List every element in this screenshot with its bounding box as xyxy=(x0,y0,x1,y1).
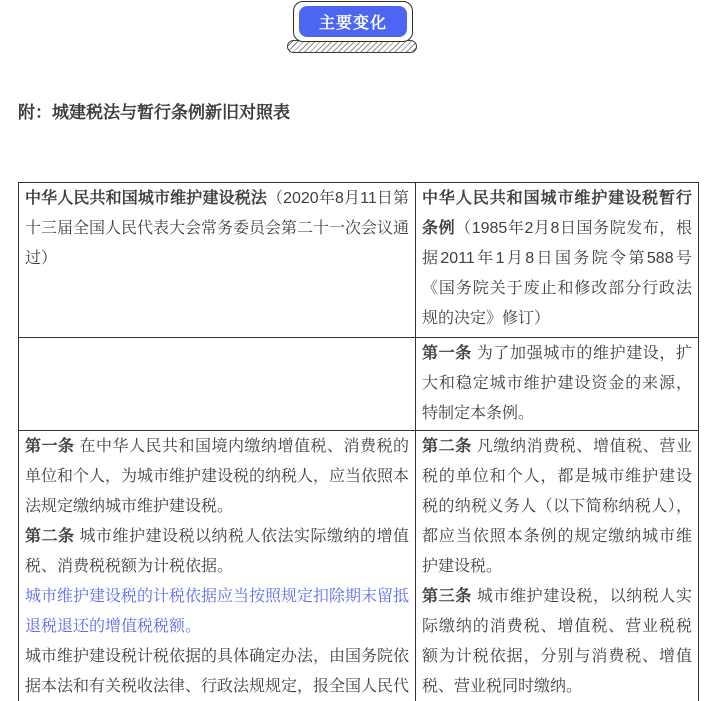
empty-cell xyxy=(19,338,416,431)
paragraph xyxy=(25,184,409,274)
paragraph xyxy=(422,432,692,582)
old-regulation-articles-cell xyxy=(416,431,699,701)
table-row-article1 xyxy=(19,338,699,431)
old-regulation-title-cell xyxy=(416,183,699,338)
highlighted-new-provision xyxy=(25,582,409,642)
paragraph xyxy=(422,184,692,334)
law-name: 中华人民共和国城市维护建设税法 xyxy=(25,190,267,207)
badge-frame xyxy=(293,1,413,42)
main-changes-badge xyxy=(287,1,419,54)
comparison-table xyxy=(18,182,699,701)
article-number: 第二条 xyxy=(25,528,75,545)
paragraph xyxy=(422,339,692,429)
paragraph xyxy=(25,432,409,522)
paragraph-text: （1985年2月8日国务院发布，根据2011年1月8日国务院令第588号《国务院关于废止和修改部分行政法规的决定》修订） xyxy=(422,220,692,327)
article-number: 第一条 xyxy=(422,345,472,362)
paragraph xyxy=(422,582,692,701)
paragraph-text: 在中华人民共和国境内缴纳增值税、消费税的单位和个人，为城市维护建设税的纳税人，应当依照本法规定缴纳城市维护建设税。 xyxy=(25,438,410,515)
paragraph-text: 凡缴纳消费税、增值税、营业税的单位和个人，都是城市维护建设税的纳税义务人（以下简称纳税人），都应当依照本条例的规定缴纳城市维护建设税。 xyxy=(422,438,692,575)
new-law-articles-cell xyxy=(19,431,416,701)
paragraph-text: 城市维护建设税的计税依据应当按照规定扣除期末留抵退税退还的增值税税额。 xyxy=(25,588,410,635)
article-number: 第二条 xyxy=(422,438,472,455)
paragraph-text: 城市维护建设税以纳税人依法实际缴纳的增值税、消费税税额为计税依据。 xyxy=(25,528,409,575)
badge-label: 主要变化 xyxy=(299,6,407,37)
regulation-name: 中华人民共和国城市维护建设税暂行条例 xyxy=(422,190,692,237)
paragraph xyxy=(25,522,409,582)
table-row-header xyxy=(19,183,699,338)
article-number: 第三条 xyxy=(422,588,472,605)
new-law-title-cell xyxy=(19,183,416,338)
paragraph-text: 为了加强城市的维护建设，扩大和稳定城市维护建设资金的来源，特制定本条例。 xyxy=(422,345,692,422)
attachment-heading: 附：城建税法与暂行条例新旧对照表 xyxy=(18,103,290,122)
table-row-articles xyxy=(19,431,699,701)
paragraph-text: 城市维护建设税，以纳税人实际缴纳的消费税、增值税、营业税税额为计税依据，分别与消费税、增值税、营业税同时缴纳。 xyxy=(422,588,692,695)
article-number: 第一条 xyxy=(25,438,75,455)
paragraph-text: （2020年8月11日第十三届全国人民代表大会常务委员会第二十一次会议通过） xyxy=(25,190,410,267)
paragraph-text: 城市维护建设税计税依据的具体确定办法，由国务院依据本法和有关税收法律、行政法规规定，报全国人民代 xyxy=(25,648,410,695)
paragraph xyxy=(25,642,409,701)
old-article-1-cell xyxy=(416,338,699,431)
